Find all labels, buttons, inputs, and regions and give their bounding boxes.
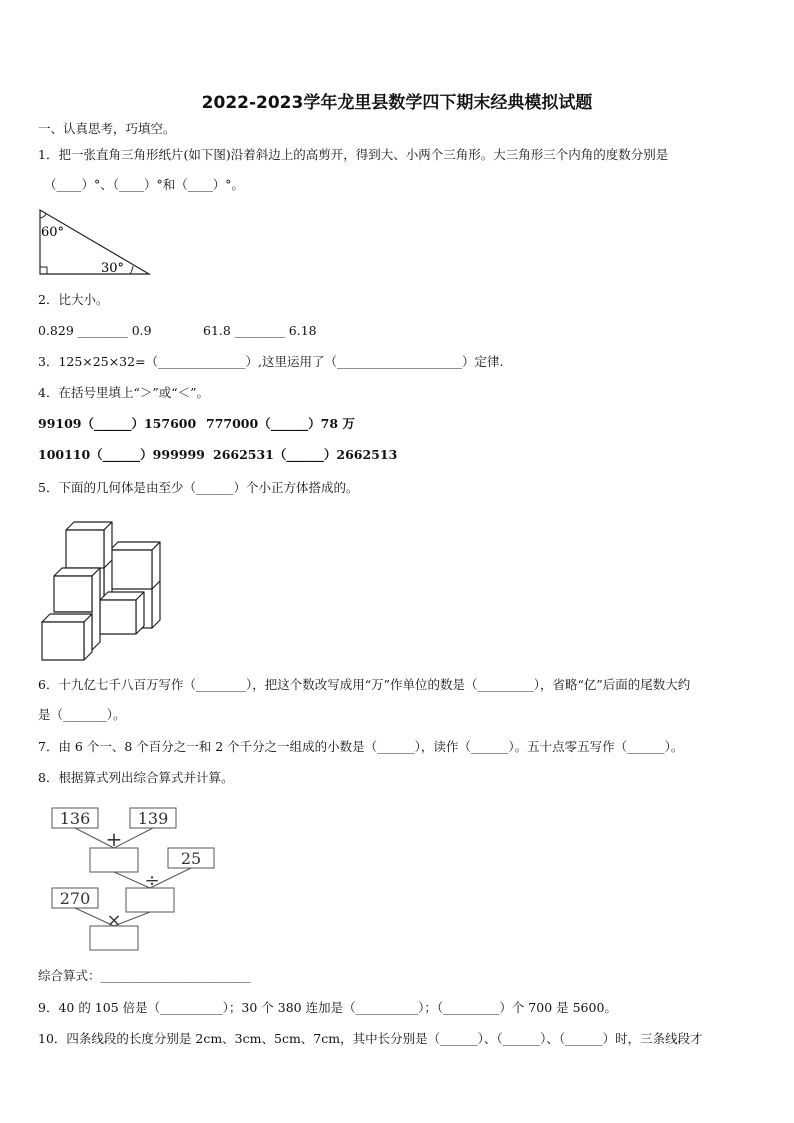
question-2-compare-a: 0.829 ________ 0.9 xyxy=(38,323,152,338)
number-139: 139 xyxy=(137,809,169,828)
box-quotient xyxy=(126,888,174,912)
angle-label-30: 30° xyxy=(101,261,125,276)
calculation-flow-diagram xyxy=(50,806,220,952)
question-4-compare-2: 777000（______）78 万 xyxy=(206,416,355,431)
question-3: 3．125×25×32=（______________）,这里运用了（____________________）定律. xyxy=(38,354,504,369)
question-4-compare-1: 99109（______）157600 xyxy=(38,416,197,431)
number-136: 136 xyxy=(59,809,91,828)
question-10: 10．四条线段的长度分别是 2cm、3cm、5cm、7cm，其中长分别是（______）、（______）、（______）时，三条线段才 xyxy=(38,1031,703,1046)
question-4: 4．在括号里填上“＞”或“＜”。 xyxy=(38,385,210,400)
question-2-compare-b: 61.8 ________ 6.18 xyxy=(203,323,317,338)
question-4-compare-3: 100110（______）999999 xyxy=(38,447,205,462)
question-8: 8．根据算式列出综合算式并计算。 xyxy=(38,770,234,785)
question-1-line-2: （____）°、（____）°和（____）°。 xyxy=(44,177,245,192)
question-6-line-1: 6．十九亿七千八百万写作（________），把这个数改写成用“万”作单位的数是（_________），省略“亿”后面的尾数大约 xyxy=(38,677,691,692)
plus-sign: + xyxy=(105,827,123,851)
question-2: 2．比大小。 xyxy=(38,292,109,307)
number-25: 25 xyxy=(180,849,202,868)
question-6-line-2: 是（_______）。 xyxy=(38,707,126,722)
angle-label-60: 60° xyxy=(41,225,65,240)
divide-sign: ÷ xyxy=(144,870,160,891)
page-title: 2022-2023学年龙里县数学四下期末经典模拟试题 xyxy=(201,93,593,113)
question-8-answer-line: 综合算式：________________________ xyxy=(38,968,251,983)
section-heading: 一、认真思考，巧填空。 xyxy=(38,121,176,136)
question-1-line-1: 1．把一张直角三角形纸片(如下图)沿着斜边上的高剪开，得到大、小两个三角形。大三角形三个内角的度数分别是 xyxy=(38,147,669,162)
box-sum xyxy=(90,848,138,872)
question-5: 5．下面的几何体是由至少（______）个小正方体搭成的。 xyxy=(38,480,359,495)
cube-stack-figure xyxy=(40,518,162,663)
question-4-compare-4: 2662531（______）2662513 xyxy=(213,447,398,462)
right-triangle-figure xyxy=(34,206,154,278)
number-270: 270 xyxy=(59,889,91,908)
multiply-sign: × xyxy=(106,910,122,931)
question-9: 9．40 的 105 倍是（__________）；30 个 380 连加是（__________）；（_________）个 700 是 5600。 xyxy=(38,1000,617,1015)
question-7: 7．由 6 个一、8 个百分之一和 2 个千分之一组成的小数是（______），读作（______）。五十点零五写作（______）。 xyxy=(38,739,684,754)
